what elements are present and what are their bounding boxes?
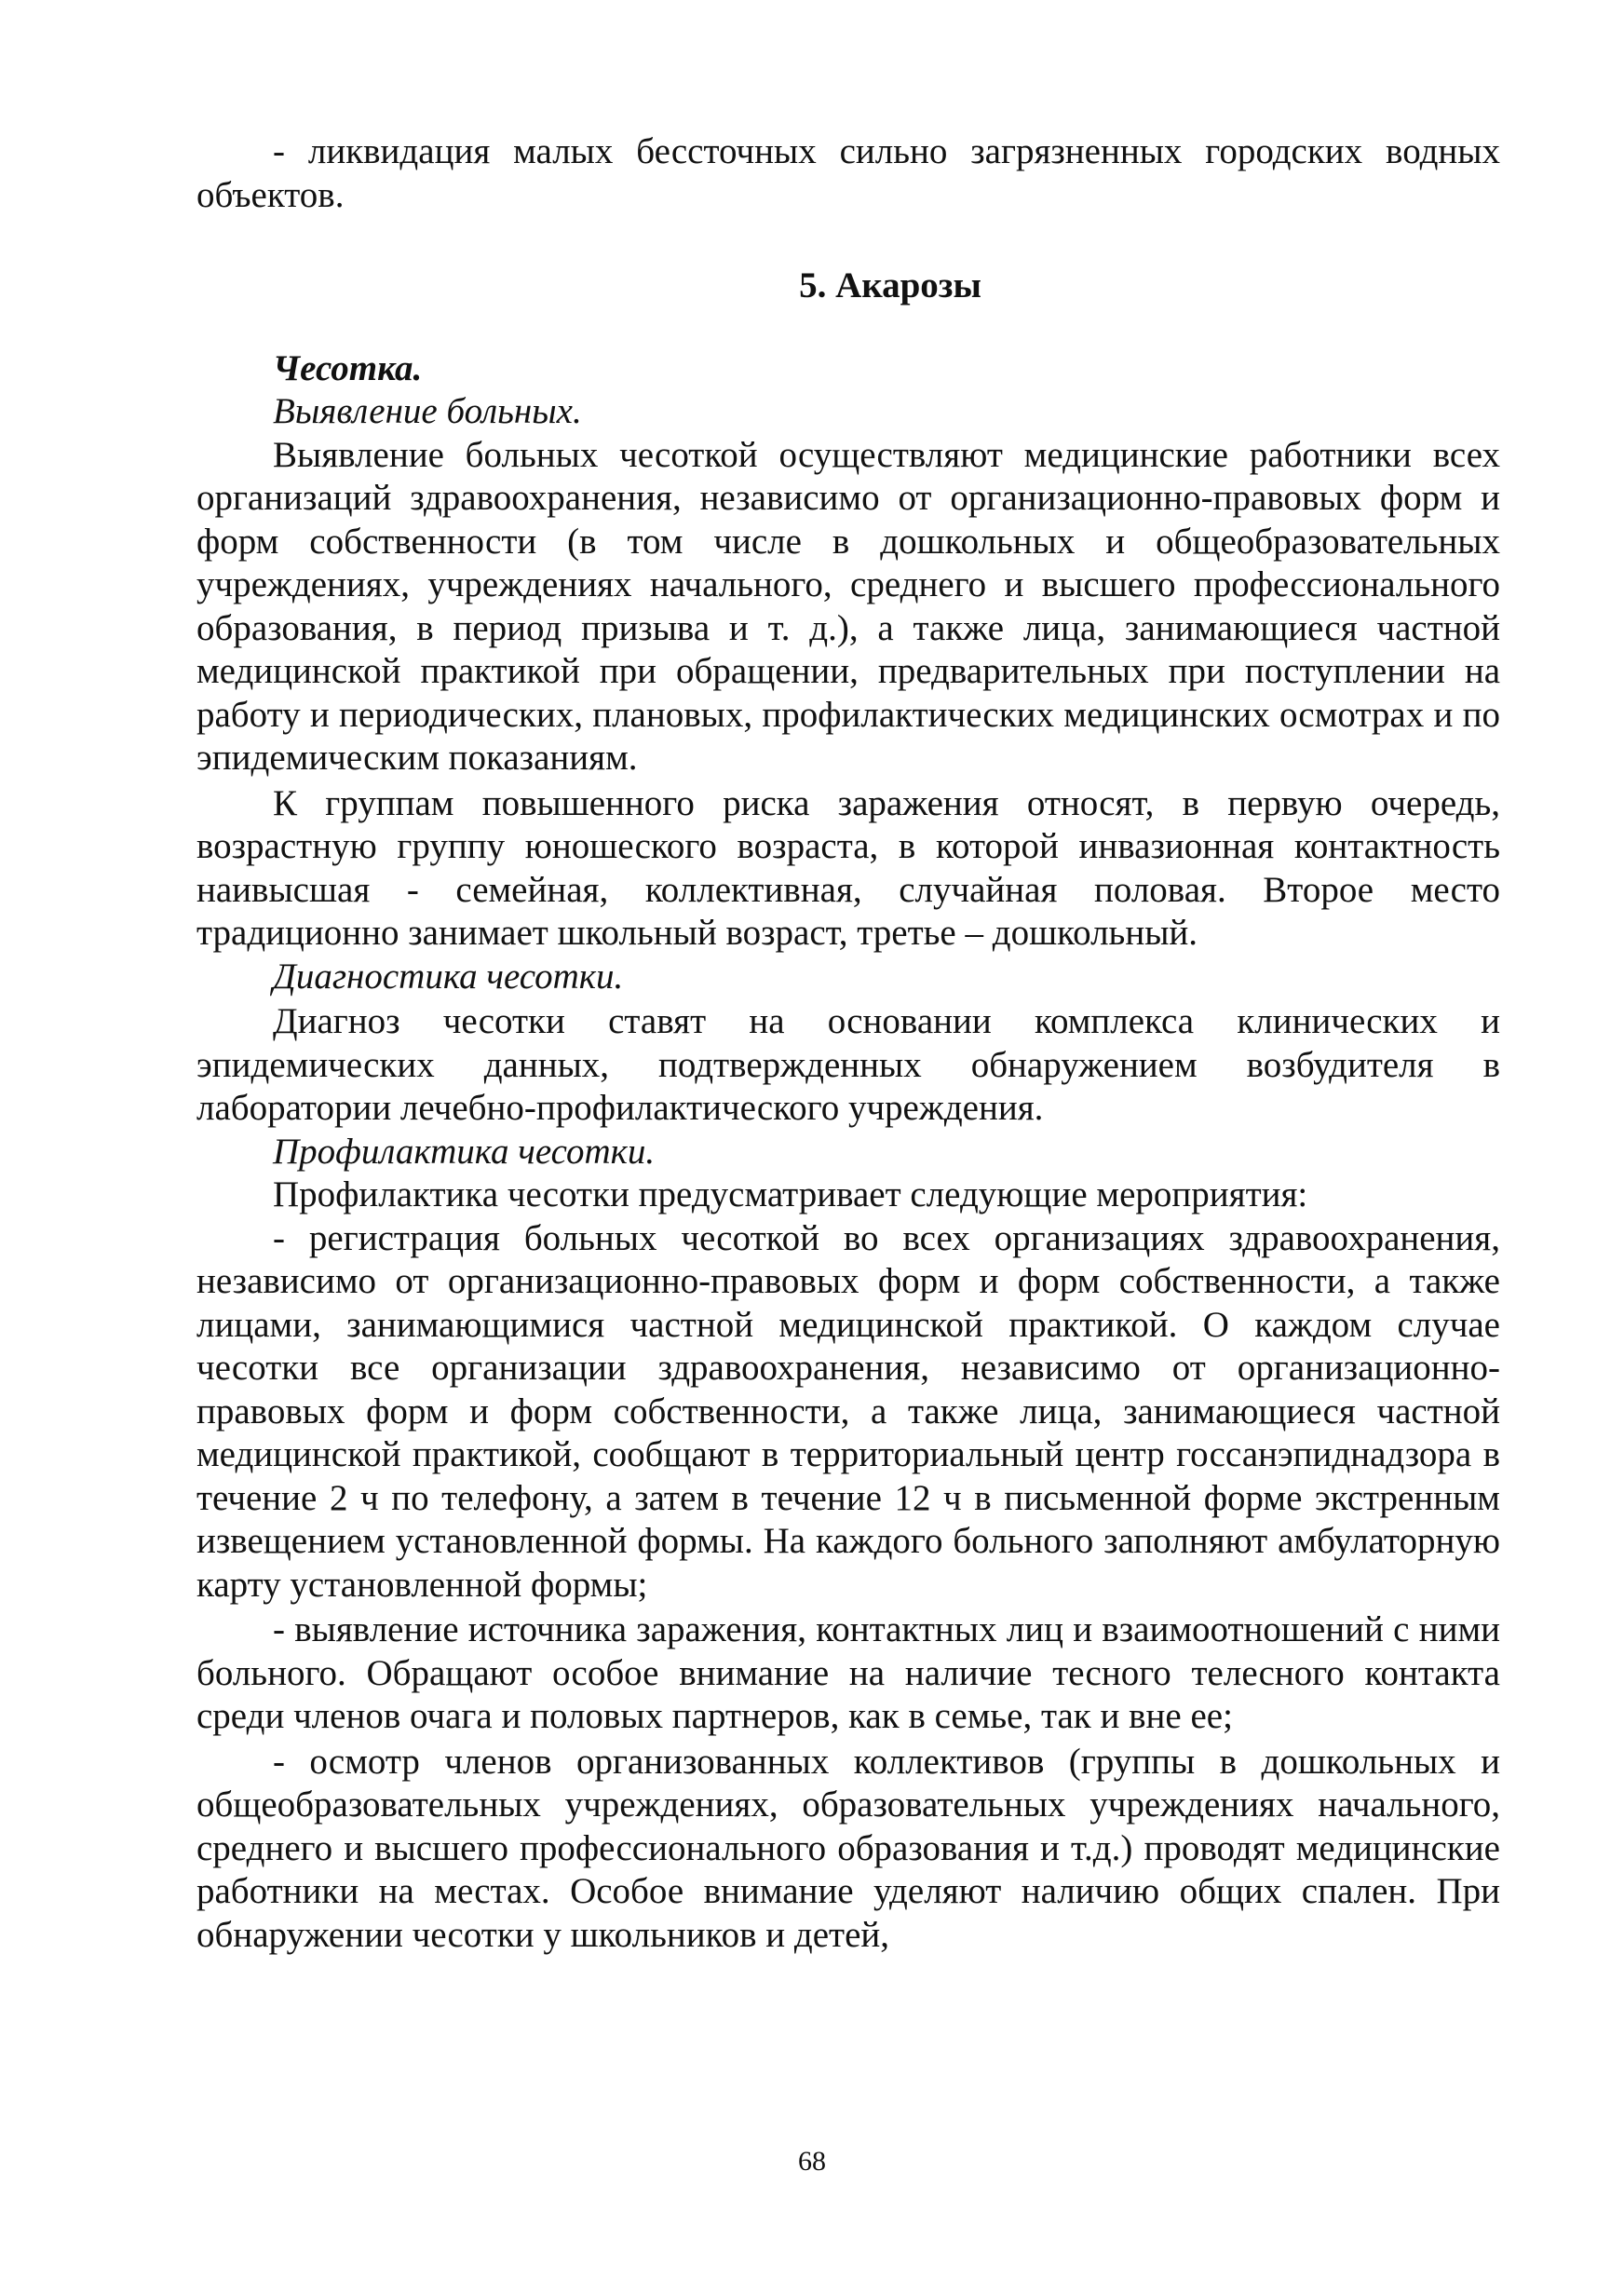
page-number: 68 [798, 2146, 826, 2177]
prevention-measure-screening: - осмотр членов организованных коллективов (группы в дошкольных и общеобразовательных учреждениях, образовательных учреждениях начального, среднего и высшего профессионального образования и т.д.) проводят медицинские работники на местах. Особое внимание уделяют наличию общих спален. При обнаружении чесотки у школьников и детей, [196, 1741, 1500, 1955]
diagnostics-paragraph: Диагноз чесотки ставят на основании комплекса клинических и эпидемических данных, подтвержденных обнаружением возбудителя в лаборатории лечебно-профилактического учреждения. [196, 1001, 1500, 1128]
diagnostics-subheading: Диагностика чесотки. [273, 956, 624, 997]
risk-paragraph: К группам повышенного риска заражения относят, в первую очередь, возрастную группу юношеского возраста, в которой инвазионная контактность наивысшая - семейная, коллективная, случайная половая. Второе место традиционно занимает школьный возраст, третье – дошкольный. [196, 782, 1500, 953]
prevention-measure-registration: - регистрация больных чесоткой во всех организациях здравоохранения, независимо от организационно-правовых форм и форм собственности, а также лицами, занимающимися частной медицинской практикой. О каждом случае чесотки все организации здравоохранения, независимо от организационно-правовых форм и форм собственности, а также лица, занимающиеся частной медицинской практикой, сообщают в территориальный центр госсанэпиднадзора в течение 2 ч по телефону, а затем в течение 12 ч в письменной форме экстренным извещением установленной формы. На каждого больного заполняют амбулаторную карту установленной формы; [196, 1217, 1500, 1605]
prevention-intro: Профилактика чесотки предусматривает следующие мероприятия: [273, 1174, 1308, 1214]
prevention-measure-source: - выявление источника заражения, контактных лиц и взаимоотношений с ними больного. Обращают особое внимание на наличие тесного телесного контакта среди членов очага и половых партнеров, как в семье, так и вне ее; [196, 1609, 1500, 1736]
intro-paragraph: - ликвидация малых бессточных сильно загрязненных городских водных объектов. [196, 131, 1500, 215]
detection-paragraph: Выявление больных чесоткой осуществляют медицинские работники всех организаций здравоохранения, независимо от организационно-правовых форм и форм собственности (в том числе в дошкольных и общеобразовательных учреждениях, учреждениях начального, среднего и высшего профессионального образования, в период призыва и т. д.), а также лица, занимающиеся частной медицинской практикой при обращении, предварительных при поступлении на работу и периодических, плановых, профилактических медицинских осмотрах и по эпидемическим показаниям. [196, 434, 1500, 778]
section-heading: 5. Акарозы [799, 265, 981, 305]
detection-subheading: Выявление больных. [273, 391, 582, 431]
page-content [196, 130, 1500, 1957]
prevention-subheading: Профилактика чесотки. [273, 1131, 656, 1172]
scabies-heading: Чесотка. [273, 347, 423, 388]
